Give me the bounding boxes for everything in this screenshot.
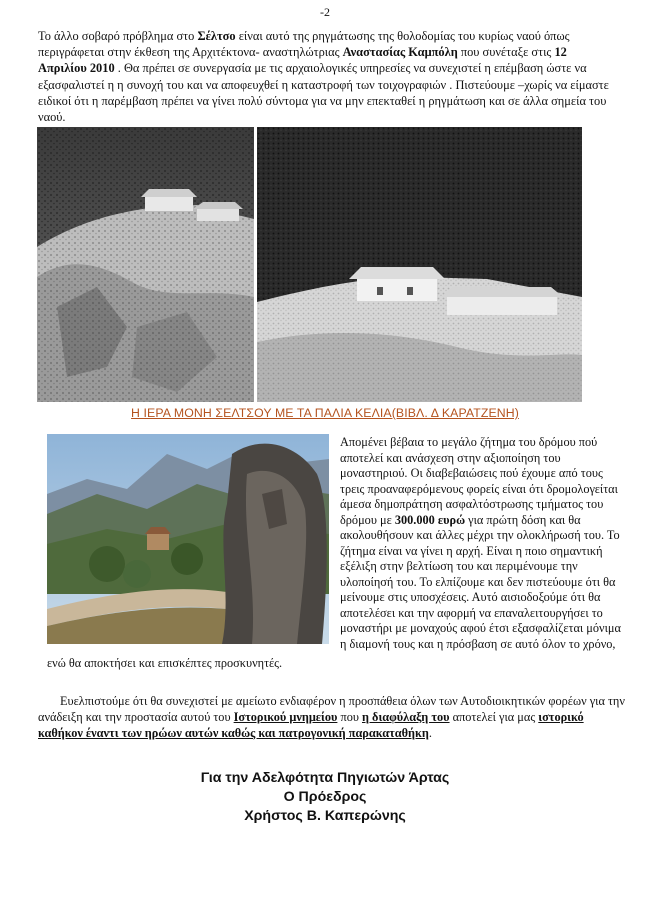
closing-paragraph: Ευελπιστούμε ότι θα συνεχιστεί με αμείωτο ενδιαφέρον η προσπάθεια όλων των Αυτοδιοικητικών φορέων για την ανάδειξη και την προστασία αυτού του Ιστορικού μνημείου που η διαφύλαξη του αποτελεί για μας ιστορικό καθήκον έναντι των ηρώων αυτών καθώς και πατρογονική παρακαταθήκη. [38,694,625,740]
signature-name: Χρήστος Β. Καπερώνης [244,808,406,824]
road-paragraph-end: ενώ θα αποκτήσει και επισκέπτες προσκυνητές. [47,656,283,670]
photo-caption: Η ΙΕΡΑ ΜΟΝΗ ΣΕΛΤΣΟΥ ΜΕ ΤΑ ΠΑΛΙΑ ΚΕΛΙΑ(ΒΙΒΛ. Δ ΚΑΡΑΤΖΕΝΗ) [131,406,519,420]
monastery-old-photo-right [257,127,582,402]
intro-paragraph: Το άλλο σοβαρό πρόβλημα στο Σέλτσο είναι αυτό της ρηγμάτωσης της θολοδομίας του κυρίως ναού όπως περιγράφεται στην έκθεση της Αρχιτέκτονα- αναστηλώτριας Αναστασίας Καμπόλη που συνέταξε στις 12 Απριλίου 2010 . Θα πρέπει σε συνεργασία με τις αρχαιολογικές υπηρεσίες να συνεχιστεί η επέμβαση ώστε να εξασφαλιστεί η η συνοχή του και να αποφευχθεί η καταστροφή των τοιχογραφιών . Πιστεύουμε –χωρίς να είμαστε ειδικοί ότι η παρέμβαση πρέπει να γίνει πολύ σύντομα για να μην επεκταθεί η ρηγμάτωση και σε άλλα σημεία του ναού. [38,29,609,125]
page-number: -2 [320,5,330,19]
monastery-photos [37,127,582,402]
signature-association: Για την Αδελφότητα Πηγιωτών Άρτας [200,770,450,786]
monastery-old-photo-left [37,127,254,402]
monastery-landscape-photo [47,434,329,644]
road-paragraph: Απομένει βέβαια το μεγάλο ζήτημα του δρόμου πού αποτελεί και ανάσχεση στην αξιοποίηση του μοναστηριού. Οι διαβεβαιώσεις πού έχουμε από τους τρεις προαναφερόμενους φορείς είναι ότι δρομολογείται άμεσα δημοπράτηση ασφαλτόστρωσης τμήματος του δρόμου με 300.000 ευρώ για πρώτη δόση και θα ακολουθήσουν και άλλες μέχρι την ολοκλήρωσή του. Το ζήτημα είναι να γίνει η αρχή. Είναι η ποιο σημαντική εξέλιξη στην βελτίωση του και περιμένουμε την υλοποίησή του. Το ελπίζουμε και δεν πιστεύουμε ότι θα μείνουμε στις υποσχέσεις. Αυτό αισιοδοξούμε ότι θα αποτελέσει και την αφορμή να επαναλειτουργήσει το μοναστήρι με μοναχούς αφού έτσι εξασφαλίζεται μόνιμα η διαμονή τους και η πρόσβαση σε αυτό όλον το χρόνο, [340,435,621,651]
signature-title: Ο Πρόεδρος [283,789,367,805]
